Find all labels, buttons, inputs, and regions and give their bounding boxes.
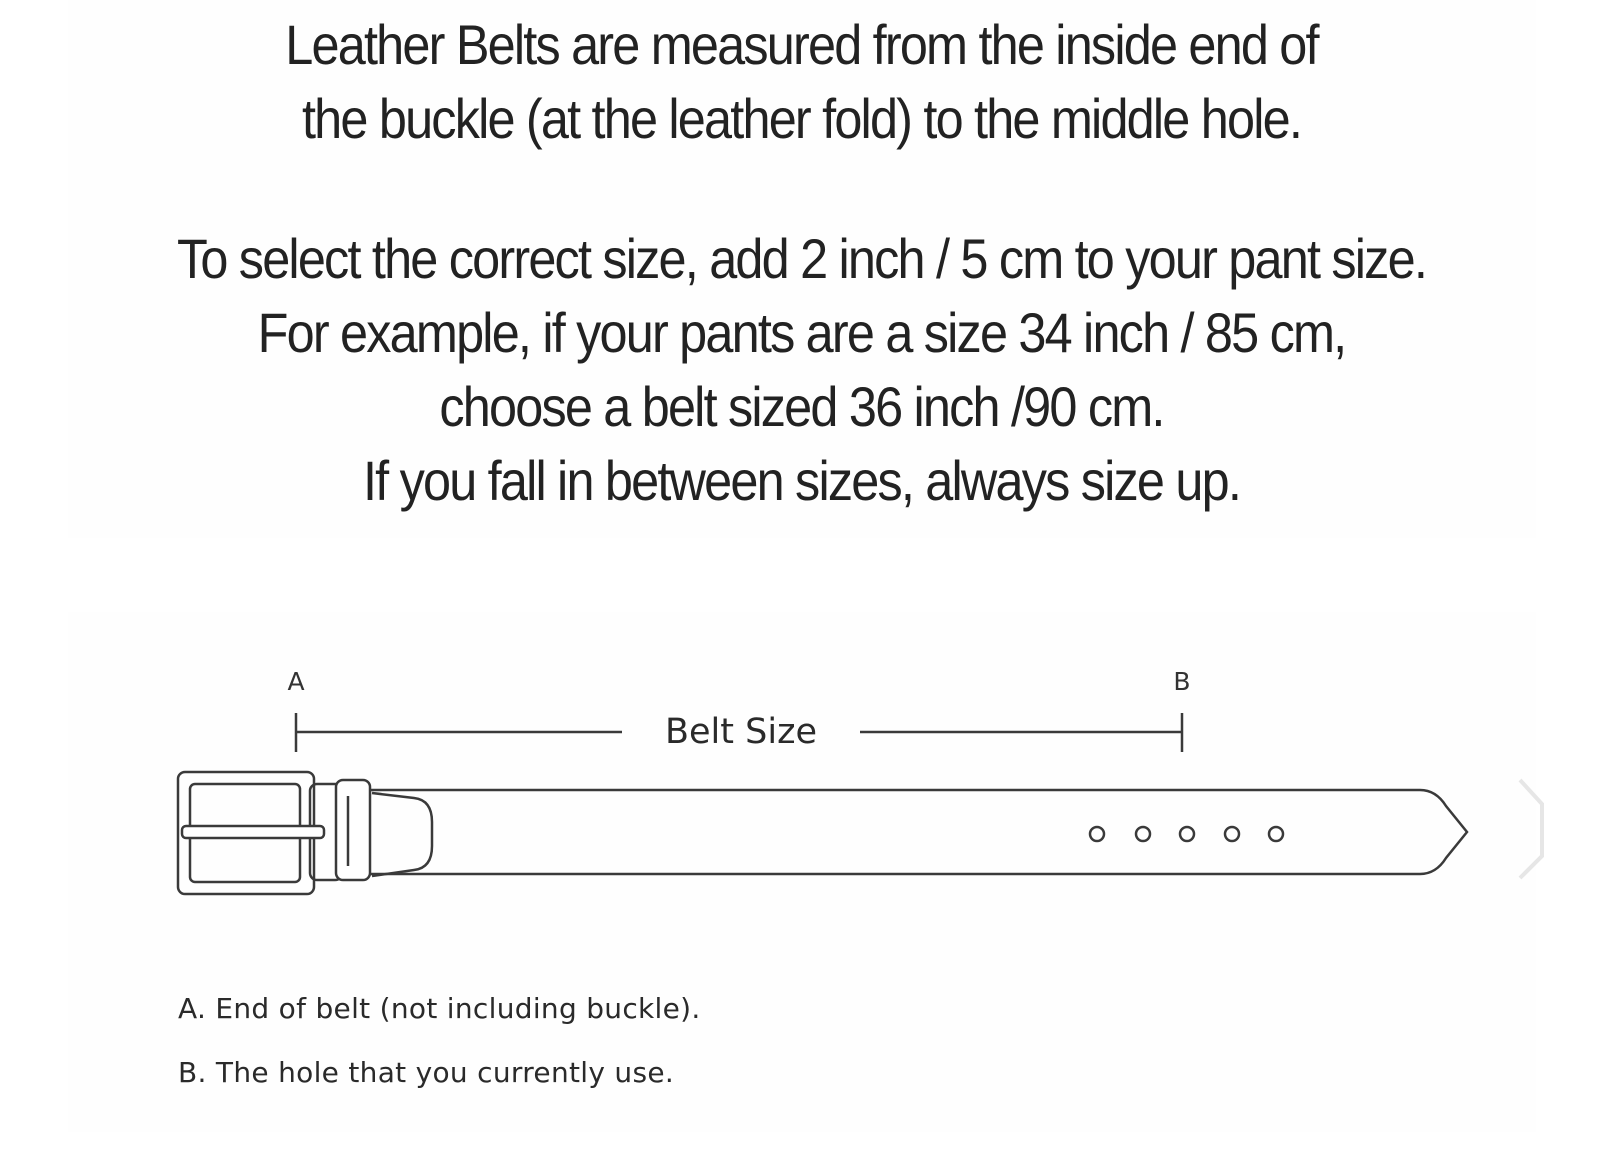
belt-hole [1090,827,1104,841]
belt-hole [1180,827,1194,841]
intro-line-1: Leather Belts are measured from the inside end of [285,13,1318,76]
legend [178,992,701,1090]
size-rule-line-4: If you fall in between sizes, always size up. [362,449,1241,512]
belt-hole [1136,827,1150,841]
belt-hole [1225,827,1239,841]
legend-a-note: A. End of belt (not including buckle). [178,992,701,1025]
belt-hole [1269,827,1283,841]
legend-b-note: B. The hole that you currently use. [178,1056,675,1089]
size-rule-line-3: choose a belt sized 36 inch /90 cm. [439,375,1164,438]
buckle [178,772,324,894]
belt-size-label: Belt Size [665,712,817,752]
loop-band-2 [336,780,370,880]
buckle-prong [182,826,324,838]
belt-strap [370,790,1467,874]
belt-keeper [372,793,432,876]
belt-holes [1090,827,1283,841]
size-rule-line-2: For example, if your pants are a size 34 inch / 85 cm, [257,301,1346,364]
edge-chevron-icon [1520,780,1542,878]
intro-line-2: the buckle (at the leather fold) to the middle hole. [301,87,1302,150]
point-a-label: A [287,667,305,696]
point-b-label: B [1173,667,1191,696]
size-rule-line-1: To select the correct size, add 2 inch / 5 cm to your pant size. [176,227,1427,290]
